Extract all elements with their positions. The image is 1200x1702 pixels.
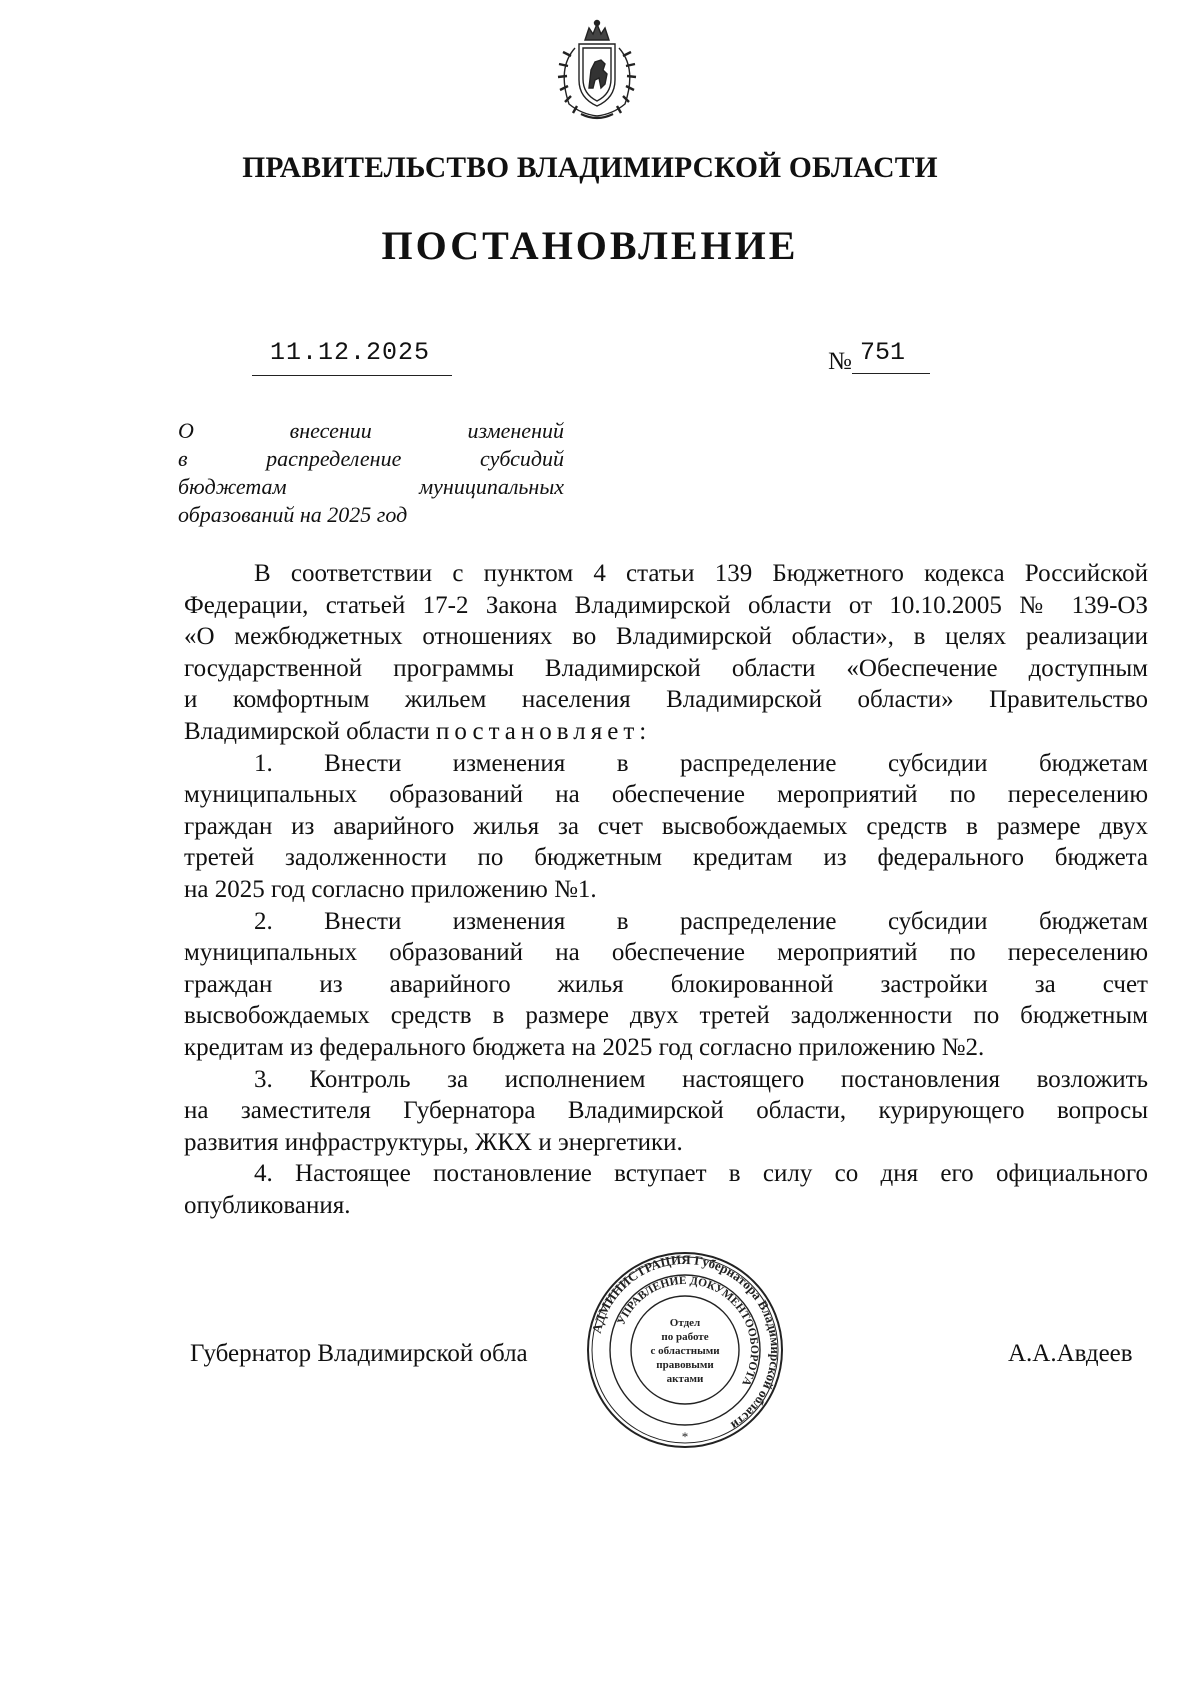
preamble-last-text: Владимирской области: [184, 717, 436, 745]
number-underline: [852, 373, 930, 374]
date-underline: [252, 375, 452, 376]
document-type-heading: ПОСТАНОВЛЕНИЕ: [381, 223, 799, 268]
item-1-line: третей задолженности по бюджетным кредитам из федерального бюджета: [184, 844, 1148, 872]
item-3-line: 3. Контроль за исполнением настоящего постановления возложить: [254, 1065, 1148, 1093]
stamp-inner-text: УПРАВЛЕНИЕ ДОКУМЕНТООБОРОТА: [615, 1274, 761, 1388]
item-2-line: высвобождаемых средств в размере двух третей задолженности по бюджетным: [184, 1002, 1148, 1030]
preamble-line: государственной программы Владимирской области «Обеспечение доступным: [184, 654, 1148, 682]
item-1-line: 1. Внести изменения в распределение субсидии бюджетам: [254, 749, 1148, 777]
signatory-name: А.А.Авдеев: [1008, 1340, 1133, 1367]
stamp-outer-text: АДМИНИСТРАЦИЯ Губернатора Владимирской области: [588, 1251, 784, 1434]
coat-of-arms-icon: [535, 18, 659, 122]
signatory-title: Губернатор Владимирской обла: [190, 1340, 528, 1367]
preamble-line: «О межбюджетных отношениях во Владимирской области», в целях реализации: [184, 623, 1148, 651]
preamble-line: Федерации, статьей 17-2 Закона Владимирской области от 10.10.2005 № 139-ОЗ: [184, 591, 1148, 619]
stamp-center-line: правовыми: [656, 1359, 714, 1371]
preamble-line: и комфортным жильем населения Владимирской области» Правительство: [184, 686, 1148, 714]
item-4-line: 4. Настоящее постановление вступает в силу со дня его официального: [254, 1160, 1148, 1188]
document-subject: [178, 417, 564, 529]
organization-title: ПРАВИТЕЛЬСТВО ВЛАДИМИРСКОЙ ОБЛАСТИ: [242, 152, 938, 184]
stamp-center-line: по работе: [661, 1331, 709, 1343]
item-1-line: муниципальных образований на обеспечение мероприятий по переселению: [184, 781, 1148, 809]
official-stamp: [585, 1250, 785, 1450]
resolves-word: постановляет:: [435, 717, 652, 745]
number-sign: №: [828, 348, 852, 375]
preamble-line: В соответствии с пунктом 4 статьи 139 Бюджетного кодекса Российской: [254, 560, 1148, 587]
subject-line: бюджетам муниципальных: [178, 474, 564, 499]
coat-of-arms-emblem: [535, 18, 659, 122]
document-date: 11.12.2025: [270, 338, 431, 367]
item-4-line: опубликования.: [184, 1191, 351, 1219]
subject-line: в распределение субсидий: [178, 446, 564, 471]
item-2-line: кредитам из федерального бюджета на 2025 год согласно приложению №2.: [184, 1033, 985, 1061]
stamp-star: *: [681, 1429, 689, 1444]
subject-line: образований на 2025 год: [178, 502, 408, 527]
item-3-line: на заместителя Губернатора Владимирской области, курирующего вопросы: [184, 1097, 1148, 1125]
document-body: [184, 558, 1148, 1221]
document-number: 751: [860, 338, 906, 367]
stamp-seal-icon: [585, 1250, 785, 1450]
item-3-line: развития инфраструктуры, ЖКХ и энергетики.: [184, 1128, 683, 1156]
preamble-line: [184, 716, 1148, 748]
item-2-line: 2. Внести изменения в распределение субсидии бюджетам: [254, 907, 1148, 935]
stamp-center-line: Отдел: [669, 1317, 701, 1329]
item-1-line: на 2025 год согласно приложению №1.: [184, 875, 597, 903]
item-1-line: граждан из аварийного жилья за счет высвобождаемых средств в размере двух: [184, 812, 1148, 840]
stamp-center-line: с областными: [650, 1345, 720, 1357]
item-2-line: граждан из аварийного жилья блокированной застройки за счет: [184, 970, 1148, 998]
stamp-center-line: актами: [666, 1373, 704, 1385]
item-2-line: муниципальных образований на обеспечение мероприятий по переселению: [184, 939, 1148, 967]
subject-line: О внесении изменений: [178, 418, 564, 443]
